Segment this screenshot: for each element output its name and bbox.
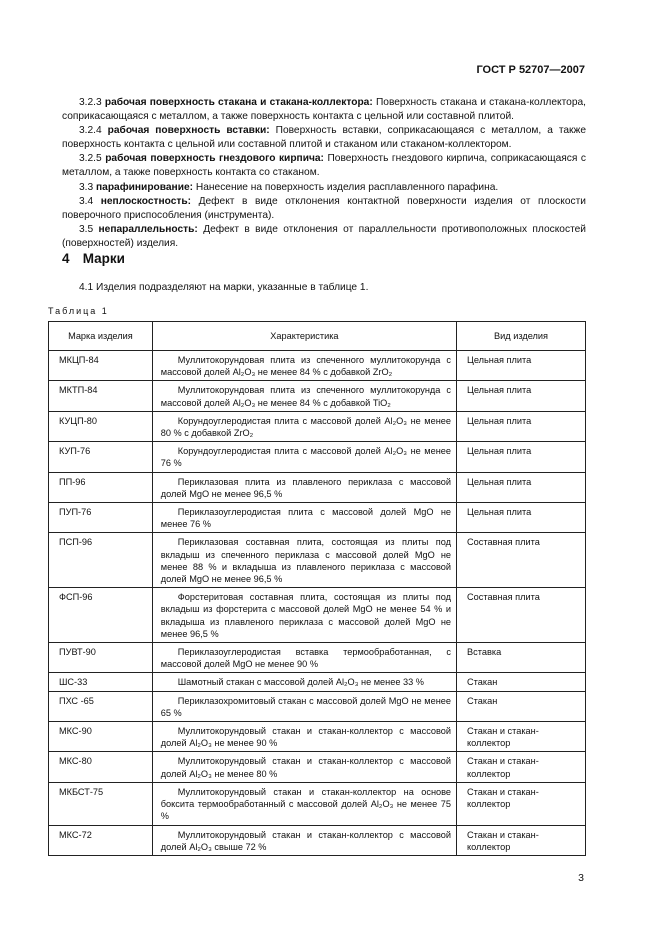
kind-cell [457, 442, 586, 472]
mark-cell: ПУВТ-90 [49, 643, 153, 673]
marks-table [48, 321, 586, 856]
mark-cell: ПУП-76 [49, 503, 153, 533]
kind-cell [457, 825, 586, 855]
characteristic-cell [152, 472, 456, 502]
characteristic-cell [152, 722, 456, 752]
kind-cell [457, 722, 586, 752]
kind-text: Стакан и стакан-коллектор [467, 829, 539, 852]
characteristic-cell [152, 673, 456, 691]
table-row [49, 643, 586, 673]
table-header-row [49, 322, 586, 351]
kind-cell [457, 381, 586, 411]
kind-cell [457, 351, 586, 381]
characteristic-text: Корундоуглеродистая плита с массовой долей Al₂O₃ не менее 80 % с добавкой ZrO₂ [160, 415, 452, 439]
mark-cell: МКС-80 [49, 752, 153, 782]
table-row [49, 752, 586, 782]
kind-text: Составная плита [467, 537, 540, 548]
table-row [49, 673, 586, 691]
mark-cell: МКЦП-84 [49, 351, 153, 381]
mark-cell: КУЦП-80 [49, 411, 153, 441]
table-row [49, 351, 586, 381]
column-header-kind: Вид изделия [457, 322, 586, 351]
characteristic-cell [152, 533, 456, 588]
definition-item: 3.4 неплоскостность: Дефект в виде отклонения контактной поверхности изделия от плоскости поверочного приспособления (инструмента). [62, 195, 586, 221]
characteristic-text: Периклазоуглеродистая плита с массовой долей MgO не менее 76 % [160, 507, 452, 530]
section-title: 4 Марки [62, 251, 125, 266]
table-row [49, 722, 586, 752]
kind-cell [457, 752, 586, 782]
table-caption: Таблица 1 [48, 306, 109, 316]
kind-cell [457, 643, 586, 673]
characteristic-text: Муллитокорундовый стакан и стакан-коллектор с массовой долей Al₂O₃ свыше 72 % [160, 829, 452, 852]
page-number: 3 [578, 872, 584, 884]
characteristic-cell [152, 442, 456, 472]
table-row [49, 533, 586, 588]
characteristic-cell [152, 691, 456, 721]
kind-text: Цельная плита [467, 355, 532, 365]
mark-cell: МКБСТ-75 [49, 782, 153, 825]
definition-item: 3.3 парафинирование: Нанесение на поверхность изделия расплавленного парафина. [79, 181, 499, 193]
characteristic-cell [152, 782, 456, 825]
characteristic-text: Периклазовая плита из плавленого периклаза с массовой долей MgO не менее 96,5 % [160, 476, 452, 499]
table-row [49, 588, 586, 643]
mark-cell: МКС-90 [49, 722, 153, 752]
table-row [49, 825, 586, 855]
mark-cell: МКТП-84 [49, 381, 153, 411]
mark-cell: ФСП-96 [49, 588, 153, 643]
table-row [49, 691, 586, 721]
characteristic-text: Форстеритовая составная плита, состоящая из плиты под вкладыш из форстерита с массовой долей MgO не менее 54 % и вкладыша из плавленого периклаза с массовой долей MgO не менее 96,5 % [160, 592, 452, 639]
table-row [49, 411, 586, 441]
characteristic-text: Муллитокорундовая плита из спеченного муллитокорунда с массовой долей Al₂O₃ не менее 84 % с добавкой TiO₂ [160, 385, 452, 408]
table-row [49, 442, 586, 472]
characteristic-text: Периклазохромитовый стакан с массовой долей MgO не менее 65 % [160, 695, 452, 718]
characteristic-text: Шамотный стакан с массовой долей Al₂O₃ не менее 33 % [177, 677, 424, 688]
mark-cell: МКС-72 [49, 825, 153, 855]
kind-cell [457, 411, 586, 441]
definition-item: 3.5 непараллельность: Дефект в виде отклонения от параллельности противоположных плоскостей (поверхностей) изделия. [62, 223, 586, 249]
characteristic-cell [152, 588, 456, 643]
mark-cell: ПСП-96 [49, 533, 153, 588]
kind-cell [457, 673, 586, 691]
standard-header: ГОСТ Р 52707—2007 [476, 64, 585, 76]
characteristic-text: Муллитокорундовый стакан и стакан-коллектор на основе боксита термообработанный с массовой долей Al₂O₃ не менее 75 % [160, 786, 452, 822]
table-row [49, 472, 586, 502]
kind-text: Стакан и стакан-коллектор [467, 726, 539, 749]
kind-text: Цельная плита [467, 507, 532, 518]
characteristic-cell [152, 825, 456, 855]
kind-cell [457, 533, 586, 588]
table-body [49, 351, 586, 856]
mark-cell: ПП-96 [49, 472, 153, 502]
mark-cell: КУП-76 [49, 442, 153, 472]
kind-text: Стакан [467, 677, 498, 688]
kind-text: Вставка [467, 647, 502, 658]
definition-item: 3.2.5 рабочая поверхность гнездового кирпича: Поверхность гнездового кирпича, соприкасающаяся с металлом, а также поверхность контакта со стаканом. [62, 153, 586, 179]
characteristic-cell [152, 381, 456, 411]
kind-text: Стакан и стакан-коллектор [467, 756, 539, 779]
kind-text: Составная плита [467, 592, 540, 603]
kind-cell [457, 588, 586, 643]
table-row [49, 782, 586, 825]
mark-cell: ШС-33 [49, 673, 153, 691]
characteristic-text: Периклазовая составная плита, состоящая из плиты под вкладыш из спеченного периклаза с массовой долей MgO не менее 88 % и вкладыша из плавленого периклаза с массовой долей MgO не менее 96,5 % [160, 537, 452, 585]
kind-text: Стакан и стакан-коллектор [467, 786, 539, 810]
definitions-block [62, 96, 586, 251]
characteristic-cell [152, 752, 456, 782]
intro-paragraph: 4.1 Изделия подразделяют на марки, указанные в таблице 1. [79, 282, 369, 293]
table-row [49, 381, 586, 411]
kind-cell [457, 691, 586, 721]
characteristic-cell [152, 351, 456, 381]
column-header-characteristic: Характеристика [152, 322, 456, 351]
table-row [49, 503, 586, 533]
kind-text: Цельная плита [467, 446, 532, 457]
kind-text: Цельная плита [467, 415, 532, 426]
characteristic-cell [152, 503, 456, 533]
characteristic-cell [152, 411, 456, 441]
kind-text: Стакан [467, 695, 498, 706]
characteristic-text: Корундоуглеродистая плита с массовой долей Al₂O₃ не менее 76 % [160, 446, 452, 469]
characteristic-text: Муллитокорундовый стакан и стакан-коллектор с массовой долей Al₂O₃ не менее 90 % [160, 726, 452, 749]
kind-text: Цельная плита [467, 385, 532, 396]
characteristic-text: Муллитокорундовый стакан и стакан-коллектор с массовой долей Al₂O₃ не менее 80 % [160, 756, 452, 779]
kind-cell [457, 472, 586, 502]
definition-item: 3.2.4 рабочая поверхность вставки: Поверхность вставки, соприкасающаяся с металлом, а также поверхность контакта с цельной или составной плитой и стаканом или стаканом-коллектором. [62, 125, 586, 151]
mark-cell: ПХС -65 [49, 691, 153, 721]
column-header-mark: Марка изделия [49, 322, 153, 351]
kind-cell [457, 503, 586, 533]
kind-text: Цельная плита [467, 476, 532, 487]
characteristic-text: Муллитокорундовая плита из спеченного муллитокорунда с массовой долей Al₂O₃ не менее 84 % с добавкой ZrO₂ [160, 355, 452, 378]
definition-item: 3.2.3 рабочая поверхность стакана и стакана-коллектора: Поверхность стакана и стакана-коллектора, соприкасающаяся с металлом, а также поверхность контакта с цельной или составной плитой. [62, 97, 586, 123]
characteristic-cell [152, 643, 456, 673]
characteristic-text: Периклазоуглеродистая вставка термообработанная, с массовой долей MgO не менее 90 % [160, 647, 452, 670]
kind-cell [457, 782, 586, 825]
